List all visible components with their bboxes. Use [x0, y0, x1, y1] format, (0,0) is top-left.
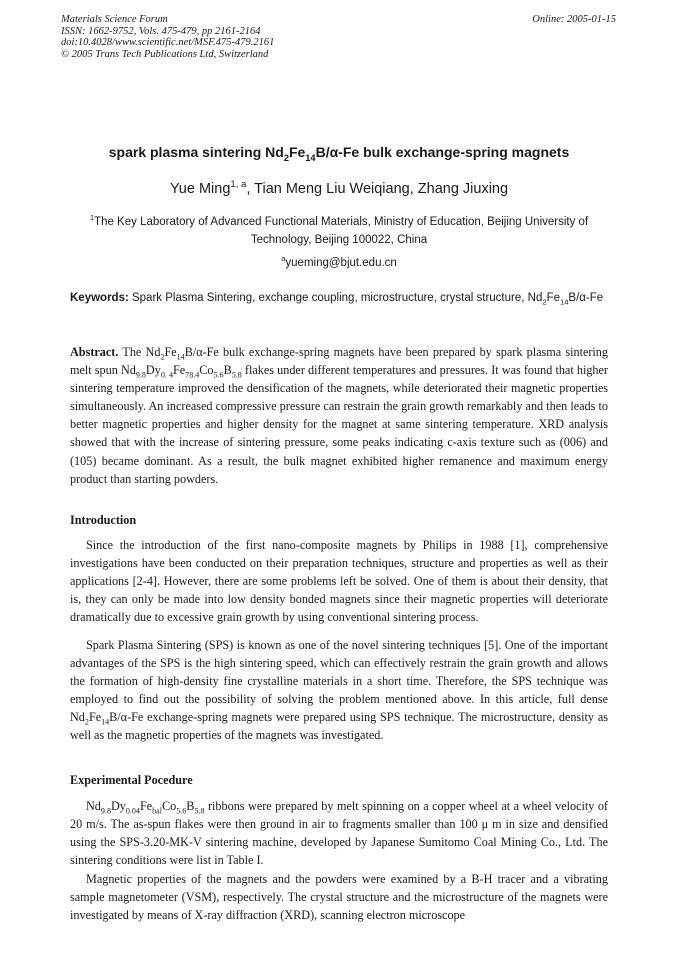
paper-title: spark plasma sintering $Nd_2Fe_{14}B/\alpha-Fe$ bulk exchange-spring magnets [108, 144, 570, 163]
issn-line: ISSN: 1662-9752, Vols. 475-479, pp 2161-2164 [61, 25, 261, 37]
keywords: Keywords: Spark Plasma Sintering, exchange coupling, microstructure, crystal structure, $Nd_2Fe_{14}B/\alpha-Fe$ [70, 292, 604, 307]
introduction-paragraph-2: Spark Plasma Sintering (SPS) is known as one of the novel sintering techniques [5]. One of the important advantages of the SPS is the high sintering speed, which can effectively restrain the grain growth and allows the formation of high-density fine crystalline materials in a short time. Therefore, the SPS technique was employed to find out the possibility of solving the problem mentioned above. In this article, full dense $Nd_2Fe_{14}B/\alpha-Fe$ exchange-spring magnets were prepared using SPS technique. The microstructure, density as well as the magnetic properties of the magnets was investigated. [70, 638, 608, 743]
experimental-paragraph-2: Magnetic properties of the magnets and the powders were examined by a B-H tracer and a vibrating sample magnetometer (VSM), respectively. The crystal structure and the microstructure of the magnets were investigated by means of X-ray diffraction (XRD), scanning electron microscope [70, 872, 608, 923]
abstract-label: Abstract. [70, 345, 119, 359]
journal-header [61, 14, 274, 60]
keywords-label: Keywords: [70, 292, 129, 304]
experimental-paragraph-1: $Nd_{9.8}Dy_{0.04}Fe_{bal}Co_{5.6}B_{5.8}$ ribbons were prepared by melt spinning on a copper wheel at a wheel velocity of 20 m/s. The as-spun flakes were then ground in air to fragments smaller than 100 μ m in size and densified using the SPS-3.20-MK-V sintering machine, developed by Japanese Sumitomo Coal Mining Co., Ltd. The sintering conditions were list in Table I. [70, 799, 608, 868]
introduction-paragraph-1: Since the introduction of the first nano-composite magnets by Philips in 1988 [1], comprehensive investigations have been conducted on their preparation techniques, structure and properties as well as their applications [2-4]. However, there are some problems left be solved. One of them is about their density, that is, they can only be made into low density bonded magnets since their magnetic properties will deteriorate dramatically due to excessive grain growth by using conventional sintering process. [70, 538, 608, 625]
affiliation-line-2: Technology, Beijing 100022, China [250, 234, 428, 246]
journal-name: Materials Science Forum [61, 14, 168, 25]
affiliation [68, 213, 610, 249]
abstract: Abstract. The $Nd_2Fe_{14}B/\alpha-Fe$ bulk exchange-spring magnets have been prepared by spark plasma sintering melt spun $Nd_{9.8}Dy_{0. 4}Fe_{78.4}Co_{5.6}B_{5.8}$ flakes under different temperatures and pressures. It was found that higher sintering temperature improved the densification of the magnets, while deteriorated their magnetic properties simultaneously. An increased compressive pressure can restrain the grain growth remarkably and then leads to better magnetic properties and higher density for the magnet at same sintering temperature. XRD analysis showed that with the increase of sintering pressure, some peaks indicating c-axis texture such as (006) and (105) became dominant. As a result, the bulk magnet exhibited higher remanence and maximum energy product than starting powders. [70, 345, 608, 486]
online-date: Online: 2005-01-15 [532, 14, 616, 25]
copyright-line: © 2005 Trans Tech Publications Ltd, Switzerland [61, 48, 269, 60]
experimental-heading: Experimental Pocedure [70, 773, 193, 787]
doi-line: doi:10.4028/www.scientific.net/MSF.475-479.2161 [61, 37, 275, 48]
affiliation-line-1: $^1$The Key Laboratory of Advanced Functional Materials, Ministry of Education, Beijing University of [89, 213, 589, 228]
author-email: $^a$yueming@bjut.edu.cn [281, 254, 397, 269]
author-list: Yue Ming$^{1, a}$, Tian Meng Liu Weiqiang, Zhang Jiuxing [169, 179, 509, 197]
introduction-heading: Introduction [70, 513, 137, 527]
